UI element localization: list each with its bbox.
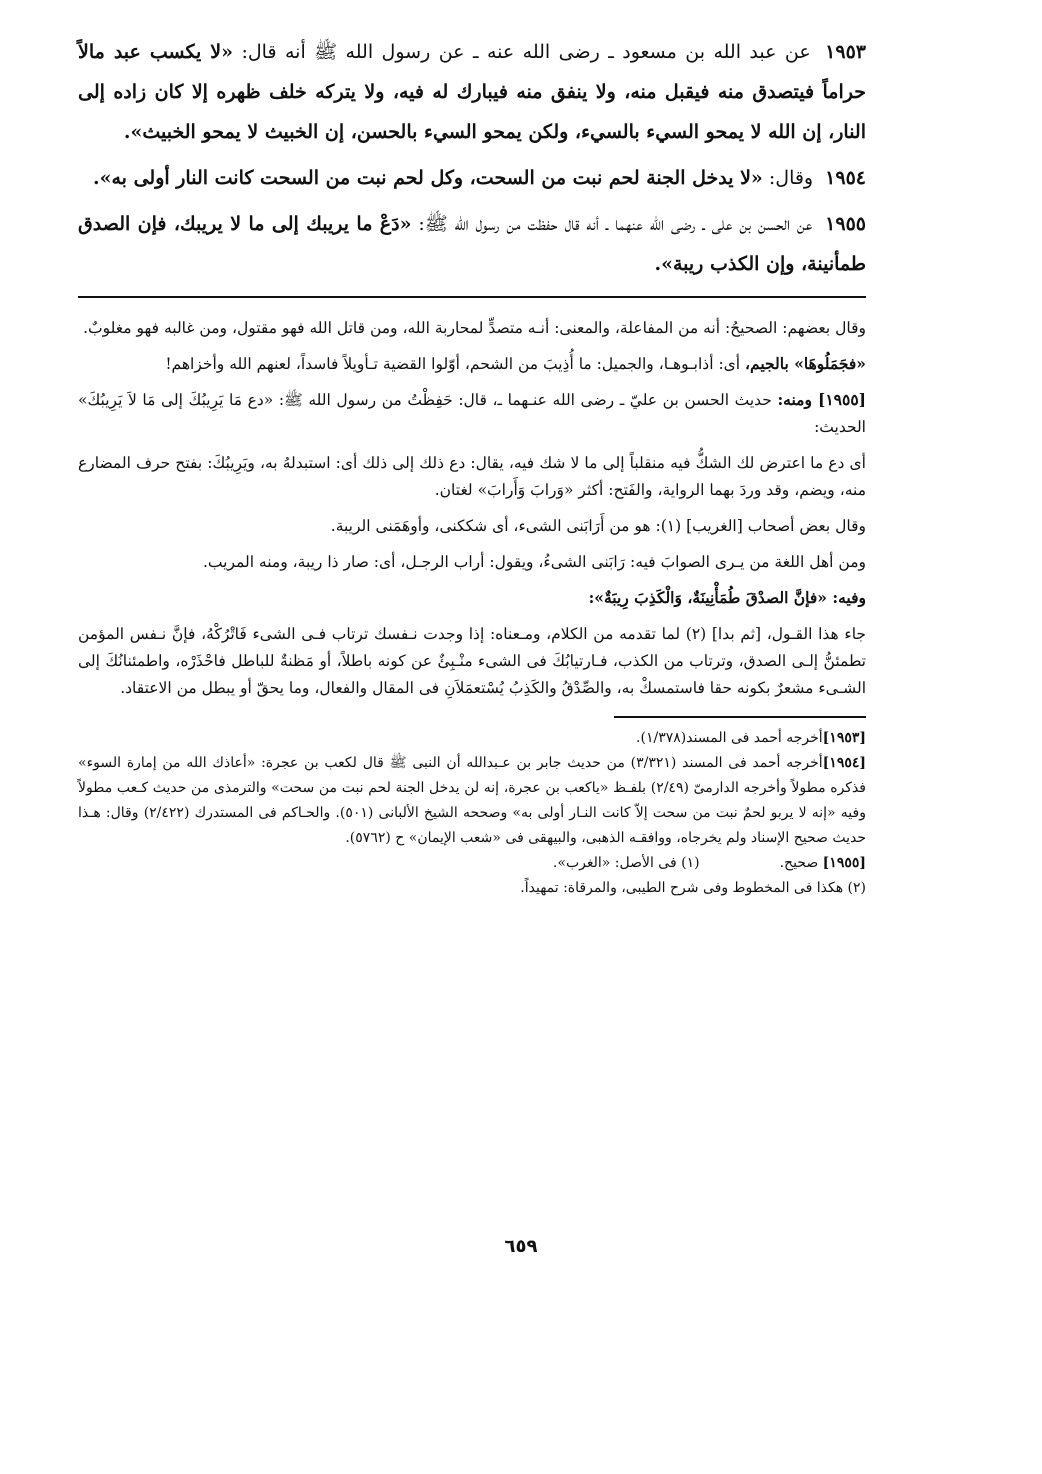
commentary-paragraph: وفيه: «فإنَّ الصدْقَ طُمَأْنِينَةٌ، وَالْكَذِبَ رِيبَةٌ»: <box>588 588 866 607</box>
commentary-paragraph: وقال بعضهم: الصحيحُ: أنه من المفاعلة، والمعنى: أنـه متصدٍّ لمحاربة الله، ومن قاتل الله فهو مقتول، ومن غالبه فهو مغلوبٌ. <box>83 319 866 337</box>
hadith-number: ١٩٥٤ <box>825 167 866 189</box>
hadith-quote: «لا يدخل الجنة لحم نبت من السحت، وكل لحم نبت من السحت كانت النار أولى به». <box>92 167 763 189</box>
footnote-1955: [١٩٥٥] صحيح. <box>779 855 866 871</box>
hadith-quote: «دَعْ ما يريبك إلى ما لا يريبك، فإن الصدق طمأنينة، وإن الكذب ريبة». <box>78 213 866 275</box>
section-divider <box>78 296 866 298</box>
page-number: ٦٥٩ <box>504 1236 538 1257</box>
hadith-1955 <box>78 204 866 284</box>
hadith-section <box>78 32 866 284</box>
note-1: (١) فى الأصل: «الغرب». <box>552 855 700 871</box>
footnote-1953: [١٩٥٣]أخرجه أحمد فى المسند(١/٣٧٨). <box>636 730 866 746</box>
commentary-section <box>78 314 866 702</box>
commentary-paragraph: [١٩٥٥] ومنه: حديث الحسن بن عليّ ـ رضى الله عنـهما ـ، قال: حَفِظْتُ من رسول الله ﷺ: «دع مَا يَرِيبُكَ إلى مَا لاَ يَرِيبُكَ» الحديث: <box>78 390 866 436</box>
page-body <box>78 32 866 901</box>
hadith-1953 <box>78 32 866 152</box>
hadith-text: عن عبد الله بن مسعود ـ رضى الله عنه ـ عن رسول الله ﷺ أنه قال: <box>241 41 811 63</box>
hadith-text: عن الحسن بن على ـ رضى الله عنهما ـ أنه قال حفظت من رسول الله ﷺ: <box>418 213 813 235</box>
hadith-1954 <box>78 158 866 198</box>
commentary-paragraph: «فجَمَلُوهَا» بالجيم، أى: أذابـوهـا، والجميل: ما أُذِيبَ من الشحم، أوّلوا القضية تـأويلاً فاسداً، لعنهم الله وأخزاهم! <box>165 354 866 373</box>
note-2: (٢) هكذا فى المخطوط وفى شرح الطيبى، والمرقاة: تمهيداً. <box>520 880 866 896</box>
hadith-text: وقال: <box>768 167 814 189</box>
commentary-paragraph: جاء هذا القـول، [ثم بدا] (٢) لما تقدمه من الكلام، ومـعناه: إذا وجدت نـفسك ترتاب فـى الشىء فَاتْرُكْهُ، فإنَّ نـفس المؤمن تطمئنُّ إلـى الصدق، وترتاب من الكذب، فـارتيابُكَ فى الشىء منْـبِئٌ عن كونه باطلاً، أو مَظنةٌ للباطل فاحْذَرْه، واطمئنانُكَ إلى الشـىء مشعرٌ بكونه حقا فاستمسكْ به، والصِّدْقُ والكَذِبُ يُسْتعمَلاَنِ فى المقال والفعال، وما يحقّ أو يبطل من الاعتقاد. <box>78 625 867 697</box>
commentary-paragraph: أى دع ما اعترض لك الشكُّ فيه منقلباً إلى ما لا شك فيه، يقال: دع ذلك إلى ذلك أى: استبدلهُ به، ويَرِيبُكَ: بفتح حرف المضارع منه، ويضم، وقد وردَ بهما الرواية، والفَتح: أكثر «وَرابَ وَأَرابَ» لغتان. <box>78 454 866 499</box>
footnote-row <box>78 851 866 876</box>
footnotes-section <box>78 726 866 901</box>
footnote-divider <box>614 716 866 718</box>
footnote-1954: [١٩٥٤]أخرجه أحمد فى المسند (٣/٣٢١) من حديث جابر بن عـبدالله أن النبى ﷺ قال لكعب بن عجرة: «أعاذك الله من إمارة السوء» فذكره مطولاً وأخرجه الدارمىّ (٢/٤٩) بلفـظ «ياكعب بن عجرة، إنه لن يدخل الجنة لحم نبت من سحت» والترمذى من حديث كـعب مطولاً وفيه «إنه لا يربو لحمٌ نبت من سحت إلاّ كانت النـار أولى به» وصححه الشيخ الألبانى (٥٠١). والحـاكم فى المستدرك (٢/٤٢٢) وقال: هـذا حديث صحيح الإسناد ولم يخرجاه، ووافقـه الذهبى، والبيهقى فى «شعب الإيمان» ح (٥٧٦٢). <box>78 755 866 846</box>
commentary-paragraph: وقال بعض أصحاب [الغريب] (١): هو من أَرَابَنى الشىء، أى شككنى، وأوهَمَنى الريبة. <box>330 517 866 535</box>
hadith-number: ١٩٥٥ <box>825 213 866 235</box>
commentary-paragraph: ومن أهل اللغة من يـرى الصوابَ فيه: رَابَنى الشىءُ، ويقول: أراب الرجـل، أى: صار ذا ريبة، ومنه المريب. <box>203 553 866 571</box>
hadith-quote: «لا يكسب عبد مالاً حراماً فيتصدق منه فيقبل منه، ولا ينفق منه فيبارك له فيه، ولا يتركه خلف ظهره إلا كان زاده إلى النار، إن الله لا يمحو السيء بالسيء، ولكن يمحو السيء بالحسن، إن الخبيث لا يمحو الخبيث». <box>78 41 866 143</box>
hadith-number: ١٩٥٣ <box>825 41 866 63</box>
